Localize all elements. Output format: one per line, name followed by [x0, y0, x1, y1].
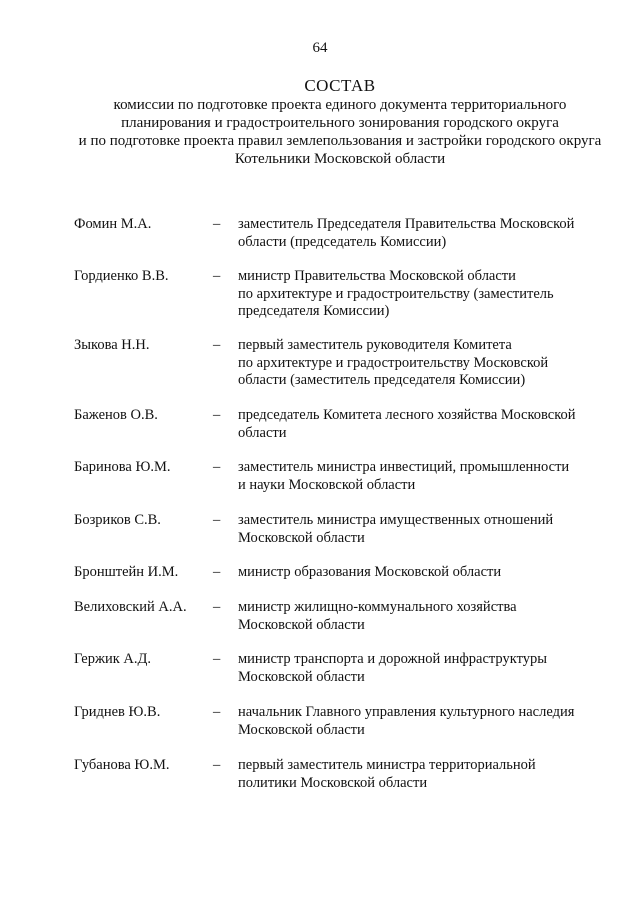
member-role-line: начальник Главного управления культурного наследия	[238, 704, 575, 720]
member-role-line: по архитектуре и градостроительству (заместитель	[238, 285, 554, 302]
member-role-line: Московской области	[238, 529, 365, 546]
member-name: Губанова Ю.М.	[74, 757, 170, 773]
member-role-line: председателя Комиссии)	[238, 303, 390, 319]
member-name: Зыкова Н.Н.	[74, 337, 150, 353]
member-role-line: области	[238, 424, 287, 441]
member-role	[238, 757, 608, 792]
heading-line: комиссии по подготовке проекта единого документа территориального	[113, 97, 567, 113]
member-dash: –	[213, 512, 221, 528]
member-dash: –	[213, 337, 221, 353]
member-name: Велиховский А.А.	[74, 599, 187, 615]
member-role-line: области (председатель Комиссии)	[238, 233, 447, 250]
member-role	[238, 337, 608, 390]
heading-title: СОСТАВ	[304, 76, 376, 95]
member-role	[238, 599, 608, 634]
member-name: Бозриков С.В.	[74, 512, 161, 528]
member-role-line: первый заместитель министра территориальной	[238, 757, 536, 773]
member-dash: –	[213, 564, 221, 580]
member-role-line: по архитектуре и градостроительству Московской	[238, 354, 549, 371]
member-role-line: Московской области	[238, 668, 365, 685]
member-role-line: политики Московской области	[238, 774, 428, 791]
member-role-line: заместитель Председателя Правительства Московской	[238, 216, 575, 232]
member-dash: –	[213, 704, 221, 720]
member-name: Гриднев Ю.В.	[74, 704, 161, 720]
member-role-line: председатель Комитета лесного хозяйства Московской	[238, 407, 576, 423]
member-dash: –	[213, 651, 221, 667]
member-role-line: министр образования Московской области	[238, 564, 502, 580]
member-role-line: первый заместитель руководителя Комитета	[238, 337, 512, 353]
member-name: Баженов О.В.	[74, 407, 158, 423]
member-role-line: министр жилищно-коммунального хозяйства	[238, 599, 517, 615]
member-dash: –	[213, 459, 221, 475]
member-name: Гордиенко В.В.	[74, 268, 169, 284]
member-dash: –	[213, 407, 221, 423]
member-role-line: министр транспорта и дорожной инфраструктуры	[238, 651, 547, 667]
heading-line: планирования и градостроительного зонирования городского округа	[121, 115, 559, 131]
member-role-line: заместитель министра инвестиций, промышленности	[238, 459, 570, 475]
member-role-line: и науки Московской области	[238, 476, 416, 493]
page-number: 64	[312, 40, 328, 56]
member-role	[238, 651, 608, 686]
member-dash: –	[213, 216, 221, 232]
member-dash: –	[213, 599, 221, 615]
member-dash: –	[213, 268, 221, 284]
member-role-line: заместитель министра имущественных отношений	[238, 512, 554, 528]
member-role	[238, 704, 608, 739]
member-dash: –	[213, 757, 221, 773]
member-role-line: Московской области	[238, 721, 365, 738]
heading-line: и по подготовке проекта правил землепользования и застройки городского округа	[78, 133, 602, 149]
member-role-line: министр Правительства Московской области	[238, 268, 516, 284]
member-role	[238, 216, 608, 251]
member-name: Бронштейн И.М.	[74, 564, 179, 580]
member-name: Гержик А.Д.	[74, 651, 152, 667]
member-role-line: области (заместитель председателя Комиссии)	[238, 372, 526, 388]
member-name: Баринова Ю.М.	[74, 459, 171, 475]
member-role	[238, 564, 608, 582]
member-name: Фомин М.А.	[74, 216, 152, 232]
member-role	[238, 268, 608, 321]
member-role	[238, 407, 608, 442]
member-role-line: Московской области	[238, 616, 365, 633]
member-role	[238, 512, 608, 547]
member-role	[238, 459, 608, 494]
document-heading	[40, 76, 640, 168]
heading-line: Котельники Московской области	[234, 151, 446, 167]
